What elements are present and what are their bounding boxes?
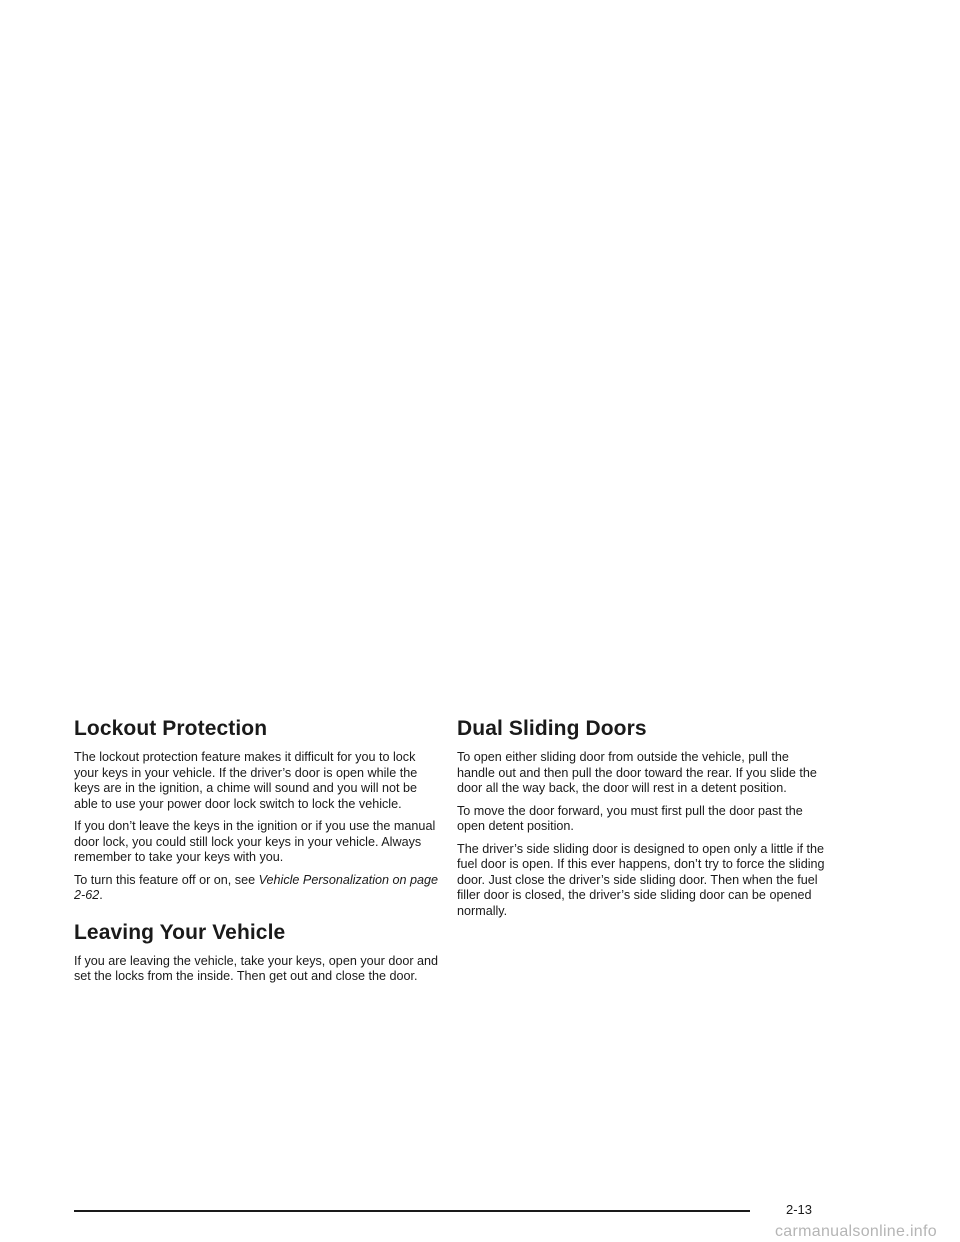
page-number: 2-13 (786, 1202, 813, 1217)
dual-paragraph-3: The driver’s side sliding door is designed to open only a little if the fuel door is open. If this ever happens, don’t try to force the sliding door. Just close the driver’s side sliding door. Then when the fuel filler door is closed, the driver’s side sliding door can be opened normally. (457, 841, 825, 918)
left-column (74, 716, 440, 992)
watermark: carmanualsonline.info (775, 1223, 937, 1240)
lockout-paragraph-3-suffix: . (99, 888, 103, 902)
section-heading-dual-sliding-doors: Dual Sliding Doors (457, 717, 647, 740)
vehicle-personalization-reference: Vehicle Personalization on page 2-62 (74, 872, 439, 902)
dual-paragraph-2: To move the door forward, you must first pull the door past the open detent position. (457, 803, 803, 833)
lockout-paragraph-3 (74, 873, 440, 904)
section-heading-leaving-your-vehicle: Leaving Your Vehicle (74, 920, 286, 944)
footer-rule (74, 1210, 750, 1212)
lockout-paragraph-3-prefix: To turn this feature off or on, see (74, 872, 259, 887)
lockout-paragraph-2: If you don’t leave the keys in the ignition or if you use the manual door lock, you could still lock your keys in your vehicle. Always remember to take your keys with you. (74, 819, 436, 864)
right-column (457, 716, 829, 926)
lockout-paragraph-1: The lockout protection feature makes it difficult for you to lock your keys in your vehicle. If the driver’s door is open while the keys are in the ignition, a chime will sound and you will not be able to use your power door lock switch to lock the vehicle. (74, 750, 418, 811)
section-heading-lockout-protection: Lockout Protection (74, 717, 268, 740)
dual-paragraph-1: To open either sliding door from outside the vehicle, pull the handle out and then pull the door toward the rear. If you slide the door all the way back, the door will rest in a detent position. (457, 750, 817, 795)
leaving-paragraph-1: If you are leaving the vehicle, take your keys, open your door and set the locks from the inside. Then get out and close the door. (74, 953, 439, 983)
